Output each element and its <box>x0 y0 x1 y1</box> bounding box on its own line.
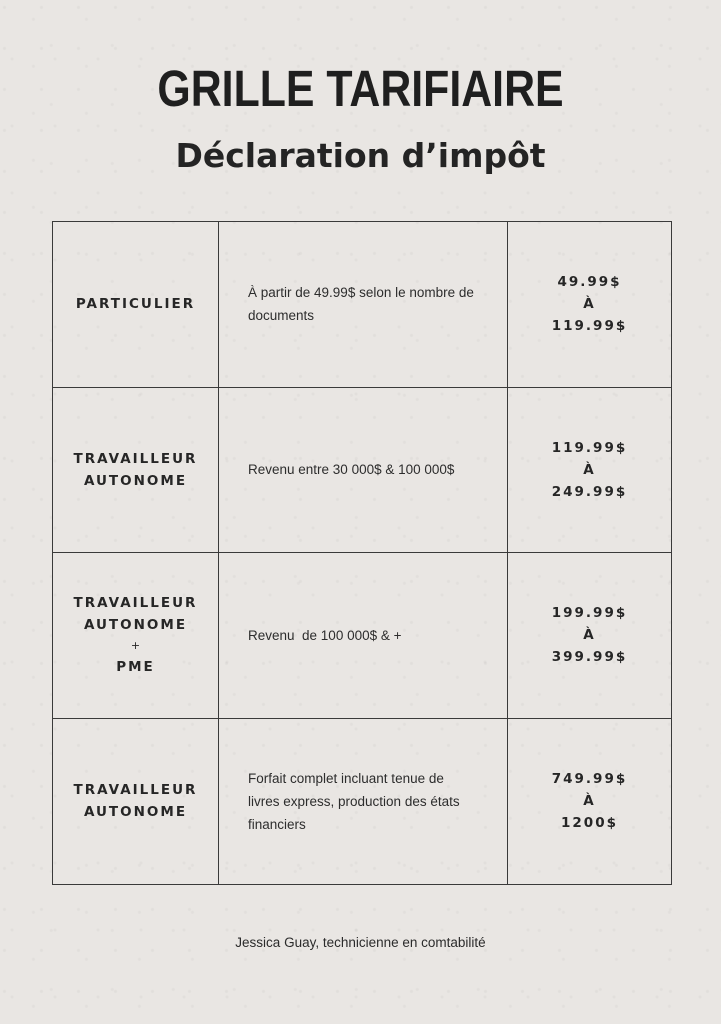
price-cell <box>508 553 671 719</box>
price-to: 399.99$ <box>551 649 628 666</box>
category-line: AUTONOME <box>83 804 188 821</box>
price-cell <box>508 388 671 554</box>
category-cell <box>53 222 219 388</box>
description-text: À partir de 49.99$ selon le nombre de documents <box>248 285 474 324</box>
category-line: TRAVAILLEUR <box>73 450 198 467</box>
category-line: AUTONOME <box>83 472 188 489</box>
description-cell <box>219 719 508 885</box>
category-cell <box>53 719 219 885</box>
price-separator: À <box>583 296 596 313</box>
price-from: 749.99$ <box>551 771 628 788</box>
footer-author: Jessica Guay, technicienne en comtabilité <box>235 935 486 950</box>
category-line: PME <box>116 659 155 676</box>
category-line: AUTONOME <box>83 617 188 634</box>
price-to: 1200$ <box>561 815 618 832</box>
category-cell <box>53 553 219 719</box>
price-from: 199.99$ <box>551 605 628 622</box>
category-line: TRAVAILLEUR <box>73 782 198 799</box>
category-cell <box>53 388 219 554</box>
category-plus: + <box>130 639 141 653</box>
page-subtitle: Déclaration d’impôt <box>175 136 546 175</box>
price-separator: À <box>583 627 596 644</box>
category-line: TRAVAILLEUR <box>73 595 198 612</box>
price-separator: À <box>583 461 596 478</box>
page-title: GRILLE TARIFIAIRE <box>157 60 564 117</box>
price-cell <box>508 719 671 885</box>
pricing-table <box>52 221 672 885</box>
price-from: 49.99$ <box>557 274 622 291</box>
description-text: Revenu entre 30 000$ & 100 000$ <box>248 462 455 478</box>
price-from: 119.99$ <box>551 439 628 456</box>
description-cell <box>219 222 508 388</box>
description-cell <box>219 388 508 554</box>
description-text: Forfait complet incluant tenue de livres express, production des états financiers <box>248 770 460 832</box>
description-cell <box>219 553 508 719</box>
category-line: PARTICULIER <box>75 296 196 313</box>
price-to: 119.99$ <box>551 318 628 335</box>
price-separator: À <box>583 793 596 810</box>
price-to: 249.99$ <box>551 483 628 500</box>
description-text: Revenu de 100 000$ & + <box>248 627 402 643</box>
price-cell <box>508 222 671 388</box>
